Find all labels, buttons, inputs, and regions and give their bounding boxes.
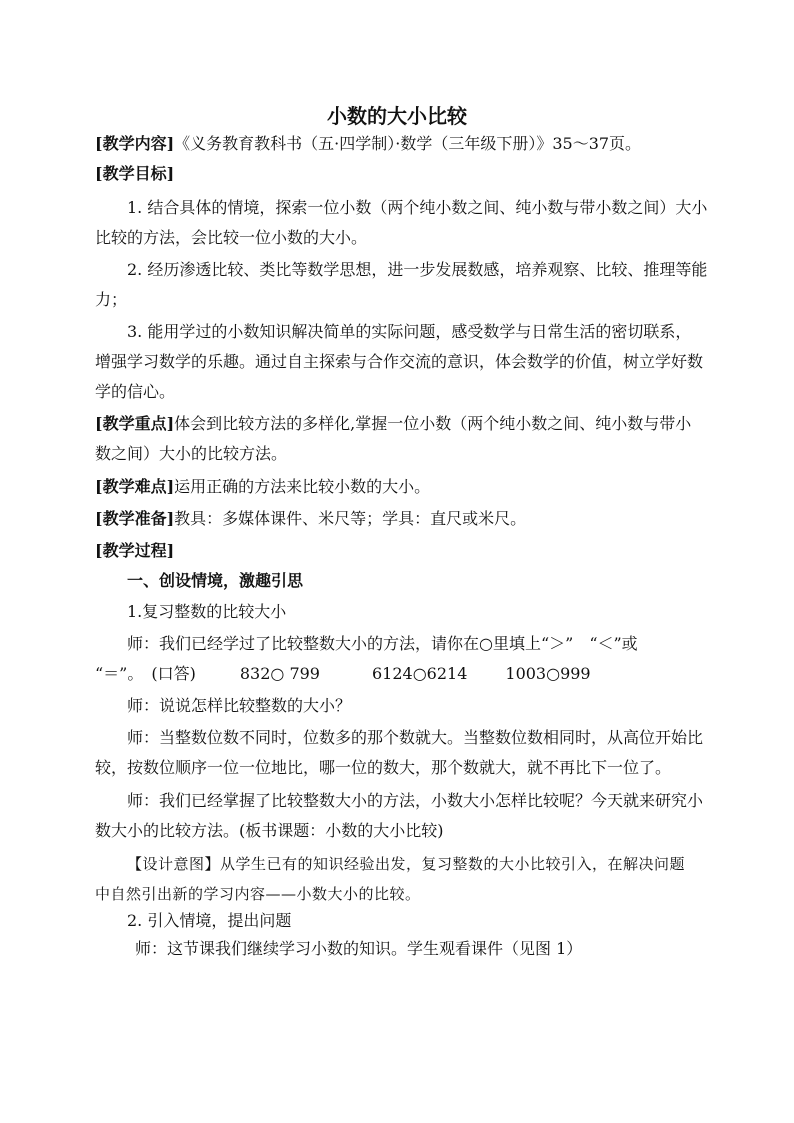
- keypoint-line-1: [95, 413, 691, 435]
- goal-2-line-2: 力；: [95, 290, 128, 309]
- teacher-line-5: 师：这节课我们继续学习小数的知识。学生观看课件（见图 1）: [135, 939, 583, 958]
- exercise-1: 832○ 799: [239, 664, 320, 683]
- goal-3-line-3: 学的信心。: [95, 382, 176, 401]
- step-1-heading: 1.复习整数的比较大小: [127, 602, 287, 621]
- teacher-line-3a: 师：当整数位数不同时，位数多的那个数就大。当整数位数相同时，从高位开始比: [127, 728, 704, 747]
- exercise-3: 1003○999: [505, 664, 591, 683]
- difficulty-text: 运用正确的方法来比较小数的大小。: [174, 477, 431, 496]
- teacher-line-1a: 师：我们已经学过了比较整数大小的方法，请你在○里填上“＞” “＜”或: [127, 634, 638, 653]
- teacher-line-4a: 师：我们已经掌握了比较整数大小的方法，小数大小怎样比较呢？今天就来研究小: [127, 791, 704, 810]
- section-1-heading: 一、创设情境，激趣引思: [127, 571, 304, 590]
- teacher-line-3b: 较，按数位顺序一位一位地比，哪一位的数大，那个数就大，就不再比下一位了。: [95, 758, 672, 777]
- teacher-line-1b: [95, 663, 591, 685]
- process-heading: [教学过程]: [95, 541, 175, 560]
- goal-1-line-2: 比较的方法，会比较一位小数的大小。: [95, 228, 368, 247]
- teaching-content-label: [教学内容]: [95, 134, 175, 153]
- teaching-content-line: [95, 133, 641, 155]
- goal-2-line-1: 2. 经历渗透比较、类比等数学思想，进一步发展数感，培养观察、比较、推理等能: [127, 260, 708, 279]
- design-intent-line-1: 【设计意图】从学生已有的知识经验出发，复习整数的大小比较引入，在解决问题: [127, 855, 686, 873]
- prep-label: [教学准备]: [95, 509, 175, 528]
- design-intent-line-2: 中自然引出新的学习内容——小数大小的比较。: [95, 885, 421, 903]
- difficulty-label: [教学难点]: [95, 477, 175, 496]
- teacher-line-4b: 数大小的比较方法。(板书课题：小数的大小比较): [95, 821, 444, 840]
- teacher-line-2: 师：说说怎样比较整数的大小？: [127, 696, 352, 715]
- answer-prompt: “＝”。 (口答): [95, 664, 196, 683]
- goal-1-line-1: 1. 结合具体的情境，探索一位小数（两个纯小数之间、纯小数与带小数之间）大小: [127, 198, 708, 217]
- difficulty-line: [95, 476, 430, 498]
- teaching-goals-heading: [教学目标]: [95, 164, 175, 183]
- keypoint-text: 体会到比较方法的多样化,掌握一位小数（两个纯小数之间、纯小数与带小: [174, 414, 692, 433]
- teaching-content-text: 《义务教育教科书（五·四学制）·数学（三年级下册）》35～37页。: [174, 134, 642, 153]
- exercise-2: 6124○6214: [371, 664, 468, 683]
- prep-text: 教具：多媒体课件、米尺等；学具：直尺或米尺。: [174, 509, 527, 528]
- keypoint-line-2: 数之间）大小的比较方法。: [95, 444, 288, 463]
- goal-3-line-2: 增强学习数学的乐趣。通过自主探索与合作交流的意识，体会数学的价值，树立学好数: [95, 352, 704, 371]
- prep-line: [95, 508, 526, 530]
- keypoint-label: [教学重点]: [95, 414, 175, 433]
- step-2-heading: 2. 引入情境，提出问题: [127, 911, 292, 930]
- document-title: 小数的大小比较: [327, 104, 467, 128]
- goal-3-line-1: 3. 能用学过的小数知识解决简单的实际问题，感受数学与日常生活的密切联系，: [127, 322, 692, 341]
